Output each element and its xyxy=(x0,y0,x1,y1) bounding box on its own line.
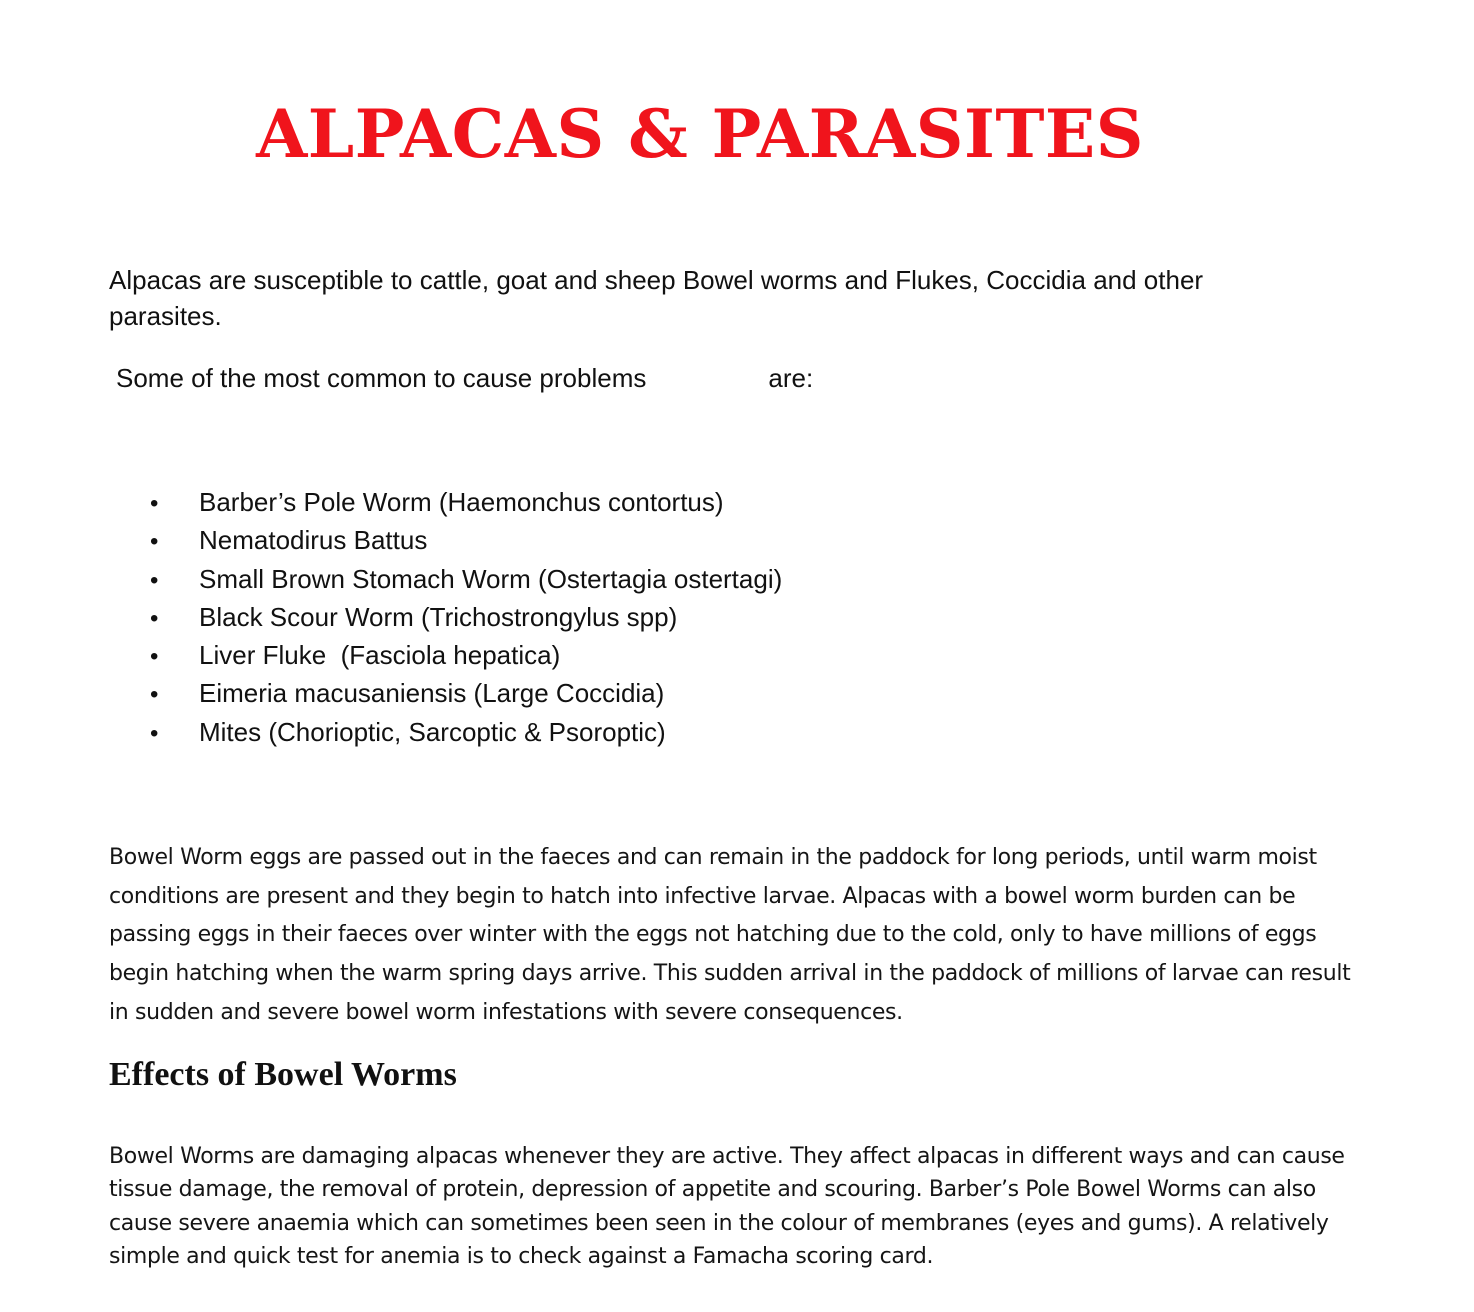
section-heading: Effects of Bowel Worms xyxy=(109,1056,457,1093)
parasite-list xyxy=(150,483,782,751)
eggs-paragraph: Bowel Worm eggs are passed out in the faeces and can remain in the paddock for long periods, until warm moist conditions are present and they begin to hatch into infective larvae. Alpacas with a bowel worm burden can be passing eggs in their faeces over winter with the eggs not hatching due to the cold, only to have millions of eggs begin hatching when the warm spring days arrive. This sudden arrival in the paddock of millions of larvae can result in sudden and severe bowel worm infestations with severe consequences. xyxy=(109,845,1351,1025)
list-item-text: Barber’s Pole Worm (Haemonchus contortus) xyxy=(199,487,724,517)
list-lead-sentence xyxy=(116,360,813,396)
list-item xyxy=(150,483,782,521)
effects-paragraph: Bowel Worms are damaging alpacas whenever they are active. They affect alpacas in different ways and can cause tissue damage, the removal of protein, depression of appetite and scouring. Barber’s Pole Bowel Worms can also cause severe anaemia which can sometimes been seen in the colour of membranes (eyes and gums). A relatively simple and quick test for anemia is to check against a Famacha scoring card. xyxy=(109,1144,1345,1269)
bullet-icon: • xyxy=(150,490,159,517)
lead-end-text: are: xyxy=(768,363,814,393)
bullet-icon: • xyxy=(150,604,159,632)
list-item xyxy=(150,674,782,712)
page-title: ALPACAS & PARASITES xyxy=(256,95,1144,173)
intro-paragraph: Alpacas are susceptible to cattle, goat and sheep Bowel worms and Flukes, Coccidia and other parasites. xyxy=(109,265,1204,331)
bullet-icon: • xyxy=(150,719,159,747)
list-item-text: Nematodirus Battus xyxy=(199,525,428,556)
list-item-text: Eimeria macusaniensis (Large Coccidia) xyxy=(199,678,665,709)
list-item-text: Black Scour Worm (Trichostrongylus spp) xyxy=(199,601,678,632)
bullet-icon: • xyxy=(150,566,159,594)
bullet-icon: • xyxy=(150,528,159,556)
list-item xyxy=(150,713,782,751)
list-item-text: Small Brown Stomach Worm (Ostertagia ostertagi) xyxy=(199,563,783,594)
bullet-icon: • xyxy=(150,643,159,671)
list-item xyxy=(150,598,782,636)
list-item-text: Mites (Chorioptic, Sarcoptic & Psoroptic) xyxy=(199,716,666,747)
list-item xyxy=(150,560,782,598)
list-item-text: Liver Fluke (Fasciola hepatica) xyxy=(199,640,561,671)
lead-text: Some of the most common to cause problems xyxy=(116,363,647,393)
bullet-icon: • xyxy=(150,681,159,709)
list-item xyxy=(150,521,782,559)
list-item xyxy=(150,636,782,674)
